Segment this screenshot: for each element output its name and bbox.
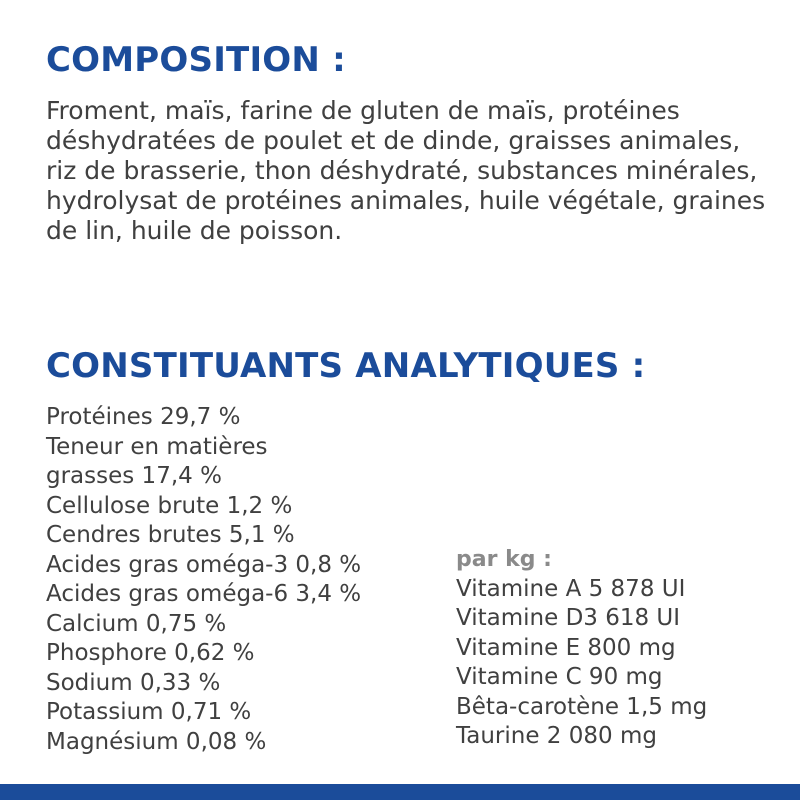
analytics-item-label: Teneur en matières [46,433,268,460]
analytics-item-label: Acides gras oméga-6 3,4 % [46,581,362,607]
vitamins-title: par kg : [456,547,552,572]
analytics-list [46,403,361,757]
analytics-item-potassium [46,698,361,728]
analytics-item-omega-6 [46,580,361,610]
composition-text: Froment, maïs, farine de gluten de maïs, protéines déshydratées de poulet et de dinde, graisses animales, riz de brasserie, thon déshydraté, substances minérales, hydrolysat de protéines animales, huile végétale, graines de lin, huile de poisson. [46,96,766,245]
analytics-item-label: Protéines 29,7 % [46,404,241,430]
analytics-item-sodium [46,669,361,699]
analytics-item-magnesium [46,728,361,758]
analytics-item-label-continued: grasses 17,4 % [46,463,222,489]
analytics-item-label: Cellulose brute 1,2 % [46,492,293,519]
analytics-item-label: Calcium 0,75 % [46,610,227,637]
analytics-item-matieres-grasses [46,433,361,492]
vitamins-block [456,545,707,752]
analytics-item-label: Acides gras oméga-3 0,8 % [46,551,362,578]
analytics-item-label: Magnésium 0,08 % [46,728,267,755]
vitamin-item-e: Vitamine E 800 mg [456,634,676,661]
analytics-item-cendres [46,521,361,551]
analytics-item-phosphore [46,639,361,669]
analytics-item-label: Phosphore 0,62 % [46,640,255,666]
analytics-item-calcium [46,610,361,640]
vitamin-item-a: Vitamine A 5 878 UI [456,575,686,602]
analytics-item-proteines [46,403,361,433]
analytics-item-label: Potassium 0,71 % [46,699,252,725]
analytics-item-cellulose [46,492,361,522]
analytics-item-omega-3 [46,551,361,581]
vitamin-item-taurine: Taurine 2 080 mg [456,723,657,749]
vitamin-item-beta-carotene: Bêta-carotène 1,5 mg [456,693,708,720]
analytics-heading: CONSTITUANTS ANALYTIQUES : [46,346,646,386]
vitamin-item-c: Vitamine C 90 mg [456,664,663,690]
vitamin-item-d3: Vitamine D3 618 UI [456,605,681,631]
composition-heading: COMPOSITION : [46,40,346,80]
vitamins-list [456,575,707,752]
analytics-item-label: Cendres brutes 5,1 % [46,522,295,548]
analytics-item-label: Sodium 0,33 % [46,669,221,696]
bottom-bar [0,784,800,800]
